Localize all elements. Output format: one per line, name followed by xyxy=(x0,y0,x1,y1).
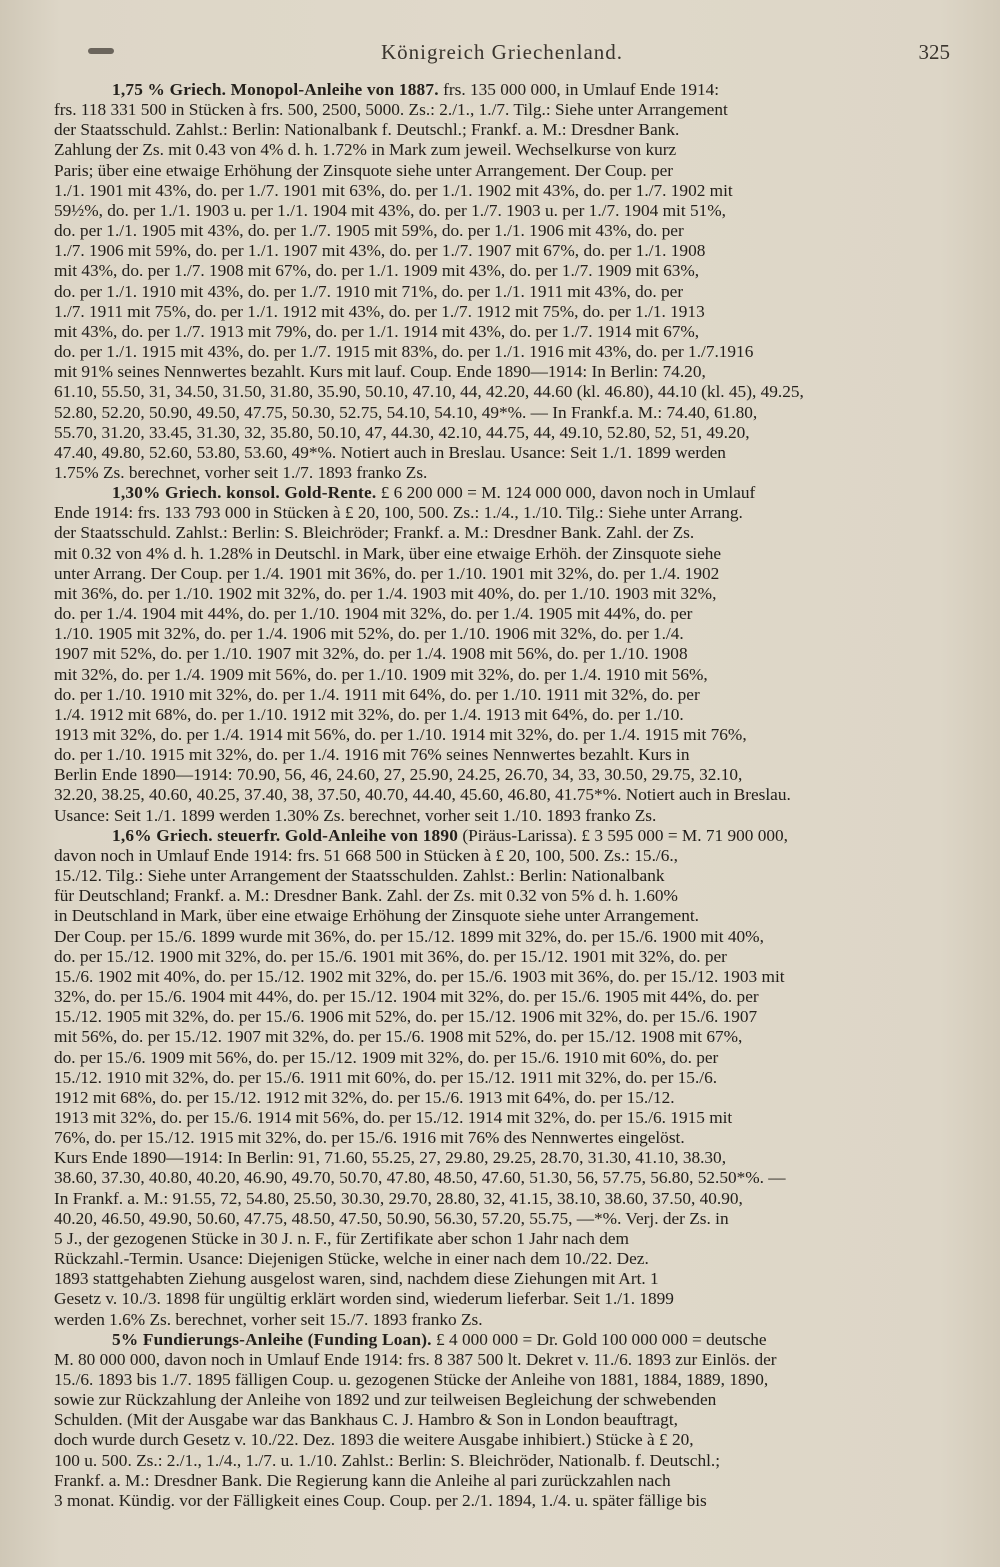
line-text: 5 J., der gezogenen Stücke in 30 J. n. F., für Zertifikate aber schon 1 Jahr nach dem xyxy=(54,1228,629,1248)
line-text: mit 91% seines Nennwertes bezahlt. Kurs mit lauf. Coup. Ende 1890—1914: In Berlin: 74.20, xyxy=(54,362,706,382)
entry-line xyxy=(54,745,950,765)
line-text: mit 56%, do. per 15./12. 1907 mit 32%, do. per 15./6. 1908 mit 52%, do. per 15./12. 1908 mit 67%, xyxy=(54,1027,743,1047)
line-text: 40.20, 46.50, 49.90, 50.60, 47.75, 48.50, 47.50, 50.90, 56.30, 57.20, 55.75, —*%. Verj. der Zs. in xyxy=(54,1208,729,1228)
line-text: 32%, do. per 15./6. 1904 mit 44%, do. per 15./12. 1904 mit 32%, do. per 15./6. 1905 mit 44%, do. per xyxy=(54,987,759,1007)
entry-line xyxy=(54,403,950,423)
line-text: 15./12. Tilg.: Siehe unter Arrangement der Staatsschulden. Zahlst.: Berlin: Nationalbank xyxy=(54,866,665,886)
entry-line xyxy=(54,181,950,201)
entry-line xyxy=(54,1229,950,1249)
entry-line xyxy=(54,1209,950,1229)
line-text: 59½%, do. per 1./1. 1903 u. per 1./1. 1904 mit 43%, do. per 1./7. 1903 u. per 1./7. 1904 mit 51%, xyxy=(54,200,726,220)
entry-line xyxy=(54,161,950,181)
entry-line xyxy=(54,1310,950,1330)
entry-line xyxy=(54,1269,950,1289)
entry-line xyxy=(54,624,950,644)
line-text: mit 0.32 von 4% d. h. 1.28% in Deutschl. in Mark, über eine etwaige Erhöh. der Zinsquote siehe xyxy=(54,543,722,563)
line-text: 15./12. 1905 mit 32%, do. per 15./6. 1906 mit 52%, do. per 15./12. 1906 mit 32%, do. per 15./6. 1907 xyxy=(54,1007,758,1027)
line-text: Usance: Seit 1./1. 1899 werden 1.30% Zs. berechnet, vorher seit 1./10. 1893 franko Zs. xyxy=(54,805,657,825)
entry-line xyxy=(54,866,950,886)
line-text: do. per 15./12. 1900 mit 32%, do. per 15./6. 1901 mit 36%, do. per 15./12. 1901 mit 32%, do. per xyxy=(54,946,727,966)
entry-line xyxy=(54,886,950,906)
line-text: Rückzahl.-Termin. Usance: Diejenigen Stücke, welche in einer nach dem 10./22. Dez. xyxy=(54,1249,649,1269)
line-text: sowie zur Rückzahlung der Anleihe von 1892 und zur teilweisen Begleichung der schwebenden xyxy=(54,1390,717,1410)
entry-line xyxy=(54,261,950,281)
entry-line xyxy=(54,906,950,926)
line-text: In Frankf. a. M.: 91.55, 72, 54.80, 25.50, 30.30, 29.70, 28.80, 32, 41.15, 38.10, 38.60, 37.50, 40.90, xyxy=(54,1188,743,1208)
entry-line xyxy=(54,1128,950,1148)
entry-first-line xyxy=(54,1330,950,1350)
entry-line xyxy=(54,604,950,624)
entry-line xyxy=(54,584,950,604)
entry-line xyxy=(54,120,950,140)
entry-line xyxy=(54,201,950,221)
line-text: 1./7. 1911 mit 75%, do. per 1./1. 1912 mit 43%, do. per 1./7. 1912 mit 75%, do. per 1./1. 1913 xyxy=(54,301,705,321)
line-text: der Staatsschuld. Zahlst.: Berlin: Nationalbank f. Deutschl.; Frankf. a. M.: Dresdner Bank. xyxy=(54,120,680,140)
line-text: 15./6. 1902 mit 40%, do. per 15./12. 1902 mit 32%, do. per 15./6. 1903 mit 36%, do. per 15./12. 1903 mit xyxy=(54,966,785,986)
entry-line xyxy=(54,503,950,523)
line-text: do. per 1./1. 1905 mit 43%, do. per 1./7. 1905 mit 59%, do. per 1./1. 1906 mit 43%, do. per xyxy=(54,221,684,241)
running-title: Königreich Griechenland. xyxy=(380,40,624,64)
line-text: davon noch in Umlauf Ende 1914: frs. 51 668 500 in Stücken à £ 20, 100, 500. Zs.: 15./6., xyxy=(54,845,678,865)
entry-line xyxy=(54,282,950,302)
entry-line xyxy=(54,1410,950,1430)
loan-entry xyxy=(54,1330,950,1511)
line-text: 32.20, 38.25, 40.60, 40.25, 37.40, 38, 37.50, 40.70, 44.40, 45.60, 46.80, 41.75*%. Notiert auch in Breslau. xyxy=(54,785,791,805)
entry-line xyxy=(54,644,950,664)
line-text: M. 80 000 000, davon noch in Umlauf Ende 1914: frs. 8 387 500 lt. Dekret v. 11./6. 1893 zur Einlös. der xyxy=(54,1349,777,1369)
entry-line xyxy=(54,705,950,725)
entry-heading: 1,75 % Griech. Monopol-Anleihe von 1887. xyxy=(112,80,439,99)
line-text: Berlin Ende 1890—1914: 70.90, 56, 46, 24.60, 27, 25.90, 24.25, 26.70, 34, 33, 30.50, 29.75, 32.10, xyxy=(54,765,743,785)
entry-line xyxy=(54,382,950,402)
entry-line xyxy=(54,544,950,564)
line-text: 1./1. 1901 mit 43%, do. per 1./7. 1901 mit 63%, do. per 1./1. 1902 mit 43%, do. per 1./7. 1902 mit xyxy=(54,180,733,200)
body-text xyxy=(54,80,950,1511)
entry-line xyxy=(54,1289,950,1309)
line-text: frs. 135 000 000, in Umlauf Ende 1914: xyxy=(443,80,720,99)
entry-line xyxy=(54,221,950,241)
entry-line xyxy=(54,1249,950,1269)
line-text: in Deutschland in Mark, über eine etwaige Erhöhung der Zinsquote siehe unter Arrangement. xyxy=(54,906,699,926)
line-text: (Piräus-Larissa). £ 3 595 000 = M. 71 900 000, xyxy=(462,825,788,845)
line-text: 52.80, 52.20, 50.90, 49.50, 47.75, 50.30, 52.75, 54.10, 54.10, 49*%. — In Frankf.a. M.: 74.40, 61.80, xyxy=(54,402,758,422)
entry-first-line xyxy=(54,483,950,503)
loan-entry xyxy=(54,483,950,826)
page-header xyxy=(54,38,950,80)
entry-line xyxy=(54,665,950,685)
line-text: do. per 15./6. 1909 mit 56%, do. per 15./12. 1909 mit 32%, do. per 15./6. 1910 mit 60%, do. per xyxy=(54,1047,719,1067)
line-text: Paris; über eine etwaige Erhöhung der Zinsquote siehe unter Arrangement. Der Coup. per xyxy=(54,160,674,180)
line-text: Gesetz v. 10./3. 1898 für ungültig erklärt worden sind, wiederum lieferbar. Seit 1./1. 1899 xyxy=(54,1289,674,1309)
line-text: 76%, do. per 15./12. 1915 mit 32%, do. per 15./6. 1916 mit 76% des Nennwertes eingelöst. xyxy=(54,1128,685,1148)
entry-line xyxy=(54,302,950,322)
entry-line xyxy=(54,463,950,483)
entry-line xyxy=(54,1350,950,1370)
line-text: 15./12. 1910 mit 32%, do. per 15./6. 1911 mit 60%, do. per 15./12. 1911 mit 32%, do. per 15./6. xyxy=(54,1067,718,1087)
line-text: 1./7. 1906 mit 59%, do. per 1./1. 1907 mit 43%, do. per 1./7. 1907 mit 67%, do. per 1./1. 1908 xyxy=(54,241,706,261)
entry-line xyxy=(54,765,950,785)
line-text: werden 1.6% Zs. berechnet, vorher seit 15./7. 1893 franko Zs. xyxy=(54,1309,483,1329)
line-text: do. per 1./1. 1915 mit 43%, do. per 1./7. 1915 mit 83%, do. per 1./1. 1916 mit 43%, do. per 1./7.1916 xyxy=(54,342,754,362)
entry-line xyxy=(54,362,950,382)
page-number: 325 xyxy=(918,40,950,64)
entry-first-line xyxy=(54,80,950,100)
line-text: do. per 1./4. 1904 mit 44%, do. per 1./10. 1904 mit 32%, do. per 1./4. 1905 mit 44%, do. per xyxy=(54,604,693,624)
entry-line xyxy=(54,1108,950,1128)
line-text: mit 43%, do. per 1./7. 1908 mit 67%, do. per 1./1. 1909 mit 43%, do. per 1./7. 1909 mit 63%, xyxy=(54,261,700,281)
entry-line xyxy=(54,322,950,342)
loan-entry xyxy=(54,826,950,1330)
line-text: 61.10, 55.50, 31, 34.50, 31.50, 31.80, 35.90, 50.10, 47.10, 44, 42.20, 44.60 (kl. 46.80), 44.10 (kl. 45), 49.25, xyxy=(54,382,804,402)
entry-line xyxy=(54,685,950,705)
line-text: 100 u. 500. Zs.: 2./1., 1./4., 1./7. u. 1./10. Zahlst.: Berlin: S. Bleichröder, Nationalb. f. Deutschl.; xyxy=(54,1450,721,1470)
line-text: mit 43%, do. per 1./7. 1913 mit 79%, do. per 1./1. 1914 mit 43%, do. per 1./7. 1914 mit 67%, xyxy=(54,321,700,341)
line-text: 1.75% Zs. berechnet, vorher seit 1./7. 1893 franko Zs. xyxy=(54,462,428,482)
line-text: 1./10. 1905 mit 32%, do. per 1./4. 1906 mit 52%, do. per 1./10. 1906 mit 32%, do. per 1./4. xyxy=(54,624,684,644)
entry-line xyxy=(54,927,950,947)
line-text: 55.70, 31.20, 33.45, 31.30, 32, 35.80, 50.10, 47, 44.30, 42.10, 44.75, 44, 49.10, 52.80, 52, 51, 49.20, xyxy=(54,422,750,442)
line-text: Kurs Ende 1890—1914: In Berlin: 91, 71.60, 55.25, 27, 29.80, 29.25, 28.70, 31.30, 41.10, 38.30, xyxy=(54,1148,727,1168)
entry-line xyxy=(54,987,950,1007)
entry-first-line xyxy=(54,826,950,846)
line-text: 1913 mit 32%, do. per 15./6. 1914 mit 56%, do. per 15./12. 1914 mit 32%, do. per 15./6. 1915 mit xyxy=(54,1107,733,1127)
entry-line xyxy=(54,947,950,967)
line-text: 47.40, 49.80, 52.60, 53.80, 53.60, 49*%. Notiert auch in Breslau. Usance: Seit 1./1. 1899 werden xyxy=(54,442,726,462)
line-text: doch wurde durch Gesetz v. 10./22. Dez. 1893 die weitere Ausgabe inhibiert.) Stücke à £ 20, xyxy=(54,1430,694,1450)
line-text: der Staatsschuld. Zahlst.: Berlin: S. Bleichröder; Frankf. a. M.: Dresdner Bank. Zahl. der Zs. xyxy=(54,523,695,543)
entry-heading: 5% Fundierungs-Anleihe (Funding Loan). xyxy=(112,1329,432,1349)
entry-line xyxy=(54,1088,950,1108)
entry-line xyxy=(54,1430,950,1450)
entry-line xyxy=(54,564,950,584)
line-text: 1912 mit 68%, do. per 15./12. 1912 mit 32%, do. per 15./6. 1913 mit 64%, do. per 15./12. xyxy=(54,1087,675,1107)
line-text: Frankf. a. M.: Dresdner Bank. Die Regierung kann die Anleihe al pari zurückzahlen nach xyxy=(54,1470,671,1490)
line-text: £ 6 200 000 = M. 124 000 000, davon noch in Umlauf xyxy=(380,483,756,503)
line-text: 3 monat. Kündig. vor der Fälligkeit eines Coup. Coup. per 2./1. 1894, 1./4. u. später fällige bis xyxy=(54,1490,707,1510)
entry-line xyxy=(54,1451,950,1471)
entry-line xyxy=(54,846,950,866)
line-text: 1907 mit 52%, do. per 1./10. 1907 mit 32%, do. per 1./4. 1908 mit 56%, do. per 1./10. 1908 xyxy=(54,644,688,664)
entry-line xyxy=(54,806,950,826)
entry-line xyxy=(54,342,950,362)
entry-heading: 1,6% Griech. steuerfr. Gold-Anleihe von 1890 xyxy=(112,825,459,845)
line-text: Schulden. (Mit der Ausgabe war das Bankhaus C. J. Hambro & Son in London beauftragt, xyxy=(54,1410,678,1430)
entry-line xyxy=(54,1370,950,1390)
line-text: mit 32%, do. per 1./4. 1909 mit 56%, do. per 1./10. 1909 mit 32%, do. per 1./4. 1910 mit 56%, xyxy=(54,664,708,684)
entry-line xyxy=(54,241,950,261)
entry-line xyxy=(54,100,950,120)
line-text: 1./4. 1912 mit 68%, do. per 1./10. 1912 mit 32%, do. per 1./4. 1913 mit 64%, do. per 1./10. xyxy=(54,704,684,724)
line-text: 15./6. 1893 bis 1./7. 1895 fälligen Coup. u. gezogenen Stücke der Anleihe von 1881, 1884, 1889, 1890, xyxy=(54,1370,769,1389)
entry-line xyxy=(54,1027,950,1047)
line-text: Ende 1914: frs. 133 793 000 in Stücken à £ 20, 100, 500. Zs.: 1./4., 1./10. Tilg.: Siehe unter Arrang. xyxy=(54,503,743,523)
line-text: für Deutschland; Frankf. a. M.: Dresdner Bank. Zahl. der Zs. mit 0.32 von 5% d. h. 1.60% xyxy=(54,886,678,906)
entry-line xyxy=(54,1048,950,1068)
entry-heading: 1,30% Griech. konsol. Gold-Rente. xyxy=(112,483,377,503)
line-text: 1893 stattgehabten Ziehung ausgelost waren, sind, nachdem diese Ziehungen mit Art. 1 xyxy=(54,1269,659,1289)
entry-line xyxy=(54,1491,950,1511)
line-text: do. per 1./10. 1915 mit 32%, do. per 1./4. 1916 mit 76% seines Nennwertes bezahlt. Kurs in xyxy=(54,745,690,765)
entry-line xyxy=(54,1189,950,1209)
entry-line xyxy=(54,967,950,987)
line-text: Zahlung der Zs. mit 0.43 von 4% d. h. 1.72% in Mark zum jeweil. Wechselkurse von kurz xyxy=(54,140,677,160)
line-text: Der Coup. per 15./6. 1899 wurde mit 36%, do. per 15./12. 1899 mit 32%, do. per 15./6. 1900 mit 40%, xyxy=(54,926,764,946)
entry-line xyxy=(54,1148,950,1168)
line-text: mit 36%, do. per 1./10. 1902 mit 32%, do. per 1./4. 1903 mit 40%, do. per 1./10. 1903 mit 32%, xyxy=(54,583,717,603)
entry-line xyxy=(54,1068,950,1088)
entry-line xyxy=(54,423,950,443)
entry-line xyxy=(54,1168,950,1188)
line-text: unter Arrang. Der Coup. per 1./4. 1901 mit 36%, do. per 1./10. 1901 mit 32%, do. per 1./4. 1902 xyxy=(54,563,720,583)
line-text: 38.60, 37.30, 40.80, 40.20, 46.90, 49.70, 50.70, 47.80, 48.50, 47.60, 51.30, 56, 57.75, 56.80, 52.50*%. — xyxy=(54,1168,786,1188)
entry-line xyxy=(54,1007,950,1027)
entry-line xyxy=(54,785,950,805)
entry-line xyxy=(54,443,950,463)
line-text: do. per 1./1. 1910 mit 43%, do. per 1./7. 1910 mit 71%, do. per 1./1. 1911 mit 43%, do. per xyxy=(54,281,684,301)
line-text: 1913 mit 32%, do. per 1./4. 1914 mit 56%, do. per 1./10. 1914 mit 32%, do. per 1./4. 1915 mit 76%, xyxy=(54,725,747,744)
entry-line xyxy=(54,725,950,745)
entry-line xyxy=(54,523,950,543)
entry-line xyxy=(54,140,950,160)
line-text: do. per 1./10. 1910 mit 32%, do. per 1./4. 1911 mit 64%, do. per 1./10. 1911 mit 32%, do. per xyxy=(54,684,700,704)
line-text: £ 4 000 000 = Dr. Gold 100 000 000 = deutsche xyxy=(436,1329,767,1349)
line-text: frs. 118 331 500 in Stücken à frs. 500, 2500, 5000. Zs.: 2./1., 1./7. Tilg.: Siehe unter Arrangement xyxy=(54,100,728,120)
entry-line xyxy=(54,1390,950,1410)
loan-entry xyxy=(54,80,950,483)
entry-line xyxy=(54,1471,950,1491)
